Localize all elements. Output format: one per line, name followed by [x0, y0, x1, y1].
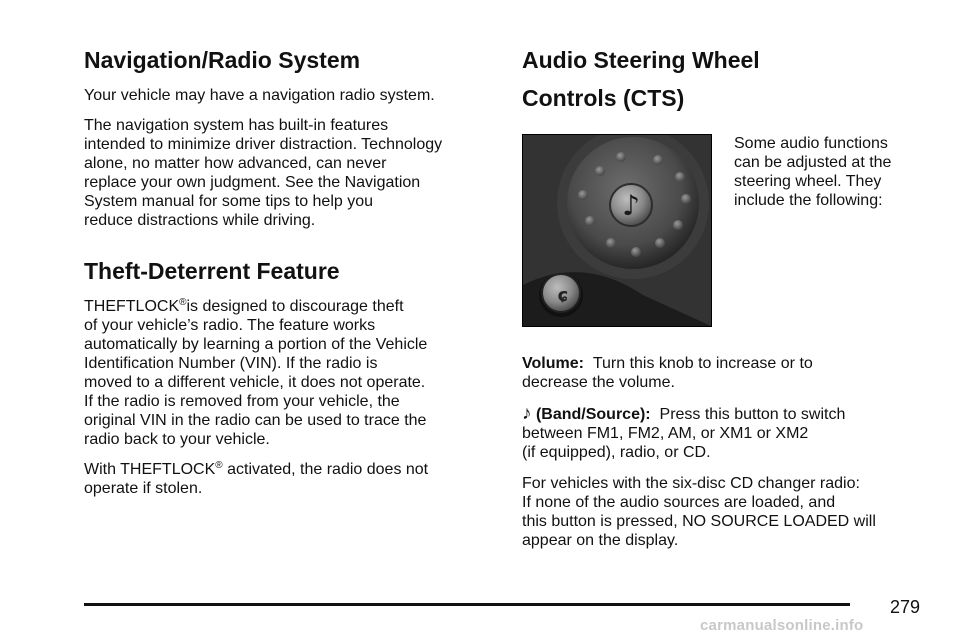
- svg-text:ɕ: ɕ: [557, 285, 569, 306]
- band-source-label: (Band/Source):: [535, 406, 651, 423]
- page-number: 279: [890, 597, 921, 617]
- volume-label: Volume:: [522, 355, 584, 372]
- watermark: carmanualsonline.info: [700, 617, 864, 634]
- steering-wheel-controls-photo: [522, 134, 712, 327]
- music-note-icon: ♪: [522, 403, 532, 424]
- audio-intro-text: Some audio functions can be adjusted at the steering wheel. They include the following:: [734, 135, 892, 209]
- photo-row: [522, 134, 926, 327]
- nav-radio-intro: Your vehicle may have a navigation radio system.: [84, 87, 435, 104]
- band-source-description: ♪ (Band/Source): Press this button to switch between FM1, FM2, AM, or XM1 or XM2 (if equipped), radio, or CD.: [522, 403, 846, 461]
- nav-radio-paragraph: The navigation system has built-in features intended to minimize driver distraction. Technology alone, no matter how advanced, can never replace your own judgment. See the Navigation System manual for some tips to help you reduce distractions while driving.: [84, 117, 443, 229]
- steering-wheel-photo-illustration: [523, 135, 711, 326]
- theft-deterrent-heading: Theft-Deterrent Feature: [84, 258, 340, 284]
- theft-paragraph-1: THEFTLOCK®is designed to discourage theft of your vehicle’s radio. The feature works automatically by learning a portion of the Vehicle Identification Number (VIN). If the radio is moved to a different vehicle, it does not operate. If the radio is removed from your vehicle, the original VIN in the radio can be used to trace the radio back to your vehicle.: [84, 297, 428, 448]
- right-column: [522, 44, 926, 550]
- volume-description: Volume: Turn this knob to increase or to decrease the volume.: [522, 355, 813, 391]
- audio-controls-heading: Audio Steering Wheel Controls (CTS): [522, 47, 760, 111]
- cd-changer-description: For vehicles with the six-disc CD changer radio: If none of the audio sources are loaded, and this button is pressed, NO SOURCE LOADED will appear on the display.: [522, 475, 876, 549]
- theft-paragraph-2: With THEFTLOCK® activated, the radio does not operate if stolen.: [84, 460, 429, 497]
- footer-rule: [84, 603, 850, 606]
- nav-radio-heading: Navigation/Radio System: [84, 47, 361, 73]
- left-column: [84, 44, 484, 498]
- svg-text:♪: ♪: [622, 189, 640, 222]
